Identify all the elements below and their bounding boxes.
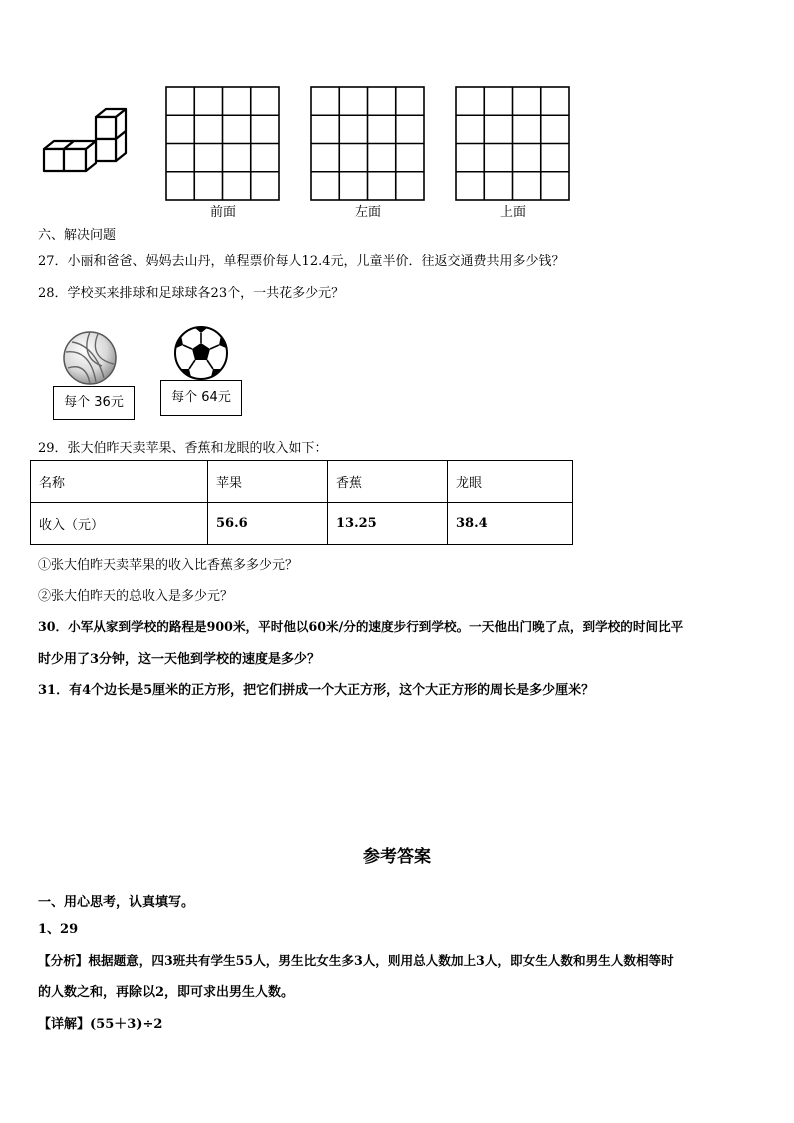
table-cell: 名称 (31, 461, 208, 503)
grid-left-view[interactable] (309, 85, 427, 203)
analysis-line2: 的人数之和，再除以2，即可求出男生人数。 (38, 985, 295, 1000)
income-table (30, 460, 573, 545)
analysis-line1: 【分析】根据题意，四3班共有学生55人，男生比女生多3人，则用总人数加上3人，即女生人数和男生人数相等时 (38, 953, 674, 968)
cube-stack-figure (38, 105, 134, 177)
grid-top-view[interactable] (454, 85, 572, 203)
detail-line: 【详解】(55＋3)÷2 (38, 1017, 163, 1032)
question-30-line2: 时少用了3分钟，这一天他到学校的速度是多少？ (38, 652, 321, 667)
question-30-line1: 30．小军从家到学校的路程是900米，平时他以60米/分的速度步行到学校。一天他出门晚了点，到学校的时间比平 (38, 619, 684, 634)
question-29: 29．张大伯昨天卖苹果、香蕉和龙眼的收入如下： (38, 441, 328, 456)
left-view-label: 左面 (354, 205, 381, 220)
answers-title: 参考答案 (363, 847, 431, 867)
answer-1-label: 1、29 (38, 922, 79, 937)
answers-section1-heading: 一、用心思考，认真填写。 (38, 895, 195, 910)
table-cell: 收入（元） (31, 503, 208, 545)
table-row (31, 503, 573, 545)
front-view-label: 前面 (209, 205, 236, 220)
table-cell: 香蕉 (328, 461, 448, 503)
top-view-label: 上面 (499, 205, 526, 220)
table-row (31, 461, 573, 503)
table-cell: 苹果 (208, 461, 328, 503)
table-cell: 龙眼 (448, 461, 573, 503)
question-27: 27．小丽和爸爸、妈妈去山丹，单程票价每人12.4元，儿童半价．往返交通费共用多少钱？ (38, 254, 565, 269)
soccer-price-box: 每个 64元 (160, 380, 242, 416)
soccer-ball-icon (173, 325, 229, 381)
volleyball-price-box: 每个 36元 (53, 386, 135, 420)
section6-heading: 六、解决问题 (38, 228, 117, 243)
question-31: 31．有4个边长是5厘米的正方形，把它们拼成一个大正方形，这个大正方形的周长是多少厘米？ (38, 683, 595, 698)
question-29-part1: ①张大伯昨天卖苹果的收入比香蕉多多少元？ (38, 558, 299, 573)
table-cell: 13.25 (328, 503, 448, 545)
question-29-part2: ②张大伯昨天的总收入是多少元？ (38, 589, 234, 604)
grid-front-view[interactable] (164, 85, 282, 203)
table-cell: 38.4 (448, 503, 573, 545)
volleyball-icon (62, 330, 118, 386)
question-28: 28．学校买来排球和足球球各23个，一共花多少元？ (38, 286, 345, 301)
table-cell: 56.6 (208, 503, 328, 545)
